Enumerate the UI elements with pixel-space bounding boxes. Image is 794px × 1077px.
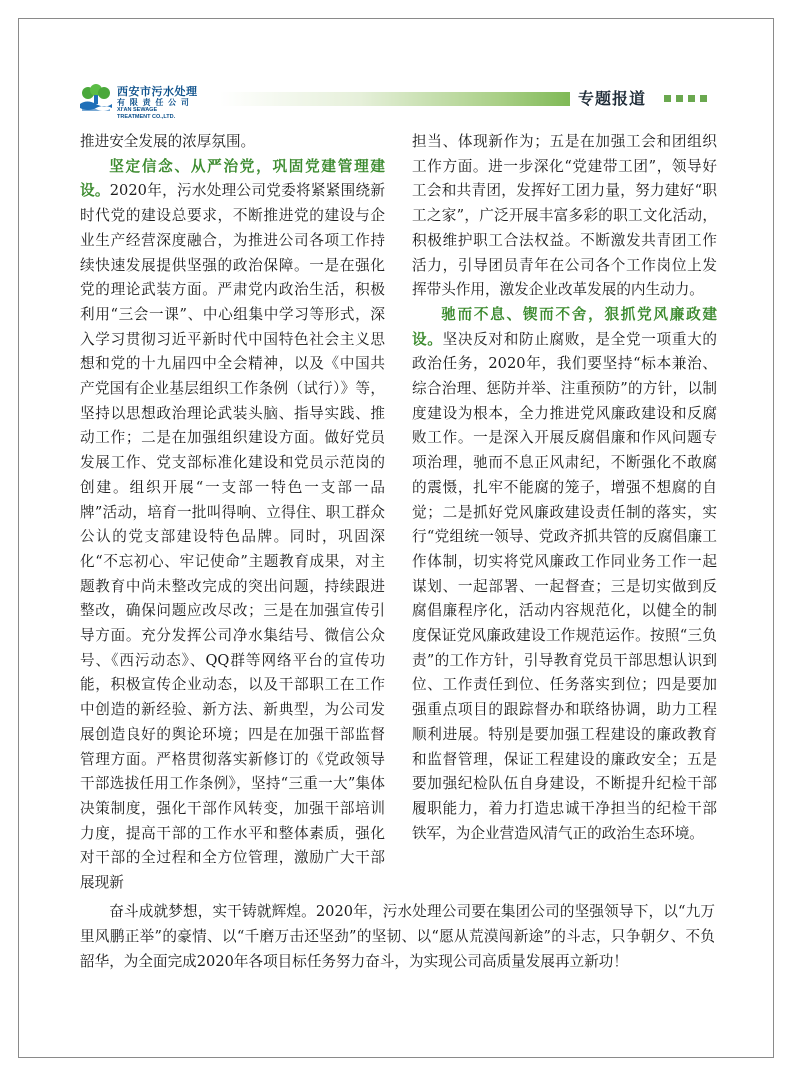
logo-english-line-2: TREATMENT CO.,LTD. bbox=[117, 113, 176, 120]
section-heading-1: 坚定信念、从严治党，巩固党建管理建设。 bbox=[80, 157, 385, 200]
decor-square bbox=[700, 95, 707, 102]
logo-text-block bbox=[117, 85, 227, 120]
page-header bbox=[0, 0, 794, 130]
decor-square bbox=[664, 95, 671, 102]
paragraph-clean-governance bbox=[412, 303, 717, 846]
conclusion-paragraph: 奋斗成就梦想，实干铸就辉煌。2020年，污水处理公司要在集团公司的坚强领导下，以“九万里风鹏正举”的豪情、以“千磨万击还坚劲”的坚韧、以“愿从荒漠闯新途”的斗志，只争朝夕、不负韶华，为全面完成2020年各项目标任务努力奋斗，为实现公司高质量发展再立新功！ bbox=[80, 903, 715, 971]
section-title: 专题报道 bbox=[578, 89, 647, 108]
section-heading-2: 驰而不息、锲而不舍，狠抓党风廉政建设。 bbox=[412, 305, 717, 348]
header-gradient-bar bbox=[220, 92, 570, 106]
left-column bbox=[80, 130, 385, 896]
paragraph-body-2: 坚决反对和防止腐败，是全党一项重大的政治任务，2020年，我们要坚持“标本兼治、综合治理、惩防并举、注重预防”的方针，以制度建设为根本，全力推进党风廉政建设和反腐败工作。一是深入开展反腐倡廉和作风问题专项治理，驰而不息正风肃纪，不断强化不敢腐的震慑，扎牢不能腐的笼子，增强不想腐的自觉；二是抓好党风廉政建设责任制的落实，实行“党组统一领导、党政齐抓共管的反腐倡廉工作体制，切实将党风廉政工作同业务工作一起谋划、一起部署、一起督查；三是切实做到反腐倡廉程序化，活动内容规范化，以健全的制度保证党风廉政建设工作规范运作。按照“三负责”的工作方针，引导教育党员干部思想认识到位、工作责任到位、任务落实到位；四是要加强重点项目的跟踪督办和联络协调，助力工程顺利进展。特别是要加强工程建设的廉政教育和监督管理，保证工程建设的廉政安全；五是要加强纪检队伍自身建设，不断提升纪检干部履职能力，着力打造忠诚干净担当的纪检干部铁军，为企业营造风清气正的政治生态环境。 bbox=[412, 330, 717, 842]
logo-english-line-1: XI'AN SEWAGE bbox=[117, 107, 158, 113]
logo-company-name: 西安市污水处理 bbox=[117, 85, 198, 98]
paragraph-body-1: 2020年，污水处理公司党委将紧紧围绕新时代党的建设总要求，不断推进党的建设与企业生产经营深度融合，为推进公司各项工作持续快速发展提供坚强的政治保障。一是在强化党的理论武装方面。严肃党内政治生活，积极利用“三会一课”、中心组集中学习等形式，深入学习贯彻习近平新时代中国特色社会主义思想和党的十九届四中全会精神，以及《中国共产党国有企业基层组织工作条例（试行）》等，坚持以思想政治理论武装头脑、指导实践、推动工作；二是在加强组织建设方面。做好党员发展工作、党支部标准化建设和党员示范岗的创建。组织开展“一支部一特色一支部一品牌”活动，培育一批叫得响、立得住、职工群众公认的党支部建设特色品牌。同时，巩固深化“不忘初心、牢记使命”主题教育成果，对主题教育中尚未整改完成的突出问题，持续跟进整改，确保问题应改尽改；三是在加强宣传引导方面。充分发挥公司净水集结号、微信公众号、《西污动态》、QQ群等网络平台的宣传功能，积极宣传企业动态，以及干部职工在工作中创造的新经验、新方法、新典型，为公司发展创造良好的舆论环境；四是在加强干部监督管理方面。严格贯彻落实新修订的《党政领导干部选拔任用工作条例》，坚持“三重一大”集体决策制度，强化干部作风转变，加强干部培训力度，提高干部的工作水平和整体素质，强化对干部的全过程和全方位管理，激励广大干部展现新 bbox=[80, 182, 385, 892]
paragraph-party-building bbox=[80, 155, 385, 896]
paragraph-continuation: 担当、体现新作为；五是在加强工会和团组织工作方面。进一步深化“党建带工团”，领导好工会和共青团，发挥好工团力量，努力建好“职工之家”，广泛开展丰富多彩的职工文化活动，积极维护职工合法权益。不断激发共青团工作活力，引导团员青年在公司各个工作岗位上发挥带头作用，激发企业改革发展的内生动力。 bbox=[412, 133, 717, 299]
decor-square bbox=[676, 95, 683, 102]
right-column bbox=[412, 130, 717, 846]
company-logo-icon bbox=[78, 84, 114, 112]
logo-company-subtitle: 有 限 责 任 公 司 bbox=[117, 98, 190, 107]
decor-square bbox=[688, 95, 695, 102]
intro-line: 推进安全发展的浓厚氛围。 bbox=[80, 133, 256, 150]
